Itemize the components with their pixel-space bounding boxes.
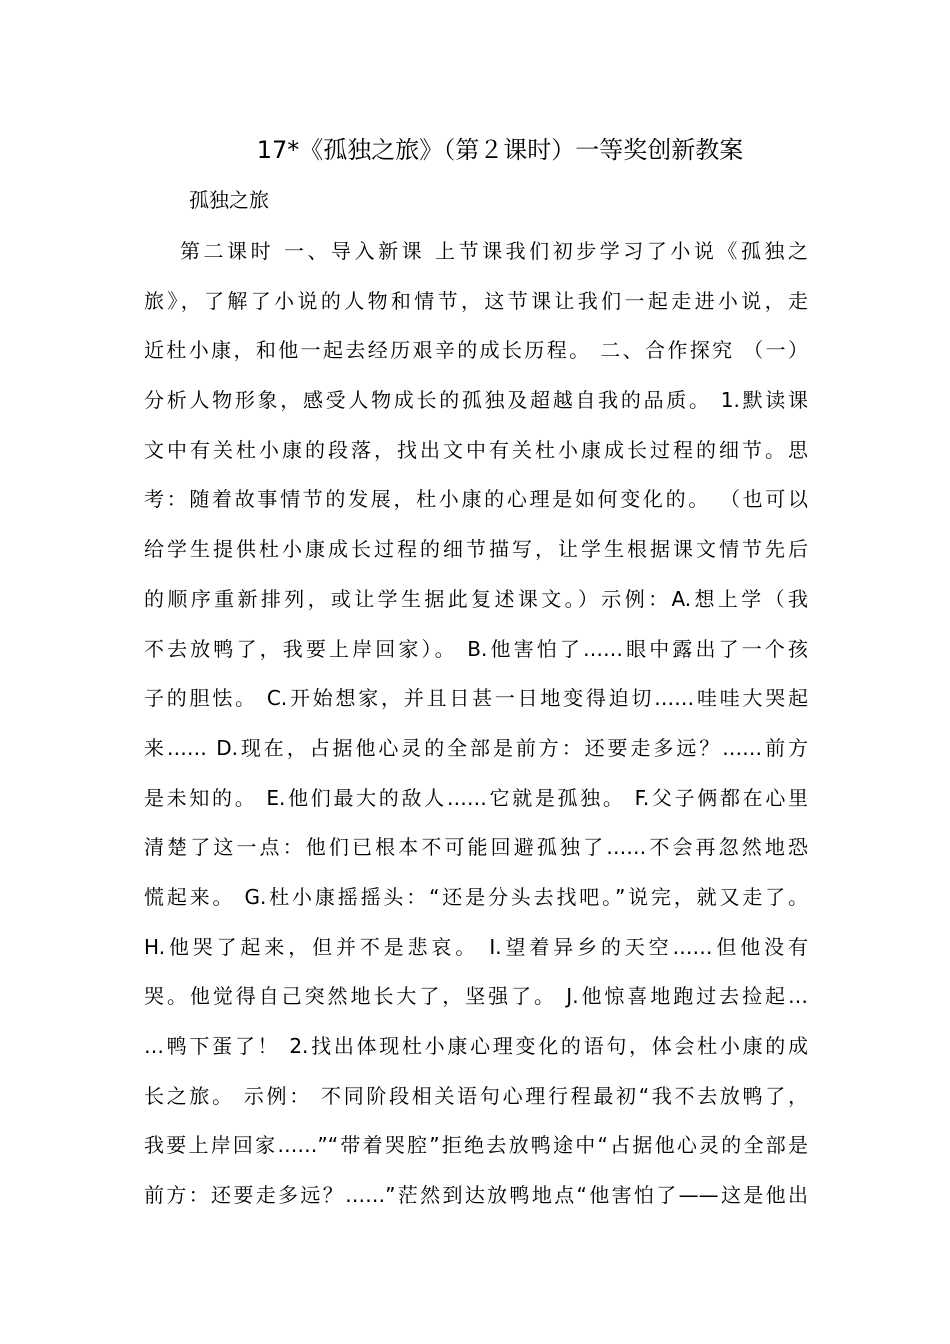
document-title: 17*《孤独之旅》（第２课时）一等奖创新教案 <box>256 136 744 164</box>
document-subtitle: 孤独之旅 <box>189 188 269 212</box>
body-line: 是未知的。 E.他们最大的敌人……它就是孤独。 F.父子俩都在心里 <box>144 785 808 810</box>
body-line: 文中有关杜小康的段落，找出文中有关杜小康成长过程的细节。思 <box>144 437 808 462</box>
body-line: 前方：还要走多远？……”茫然到达放鸭地点“他害怕了——这是他出 <box>144 1183 808 1208</box>
body-line: 旅》，了解了小说的人物和情节，这节课让我们一起走进小说，走 <box>144 288 808 313</box>
body-line: 的顺序重新排列，或让学生据此复述课文。）示例：A.想上学（我 <box>144 586 808 611</box>
body-line: 不去放鸭了，我要上岸回家）。 B.他害怕了……眼中露出了一个孩 <box>144 636 808 661</box>
body-line: 哭。他觉得自己突然地长大了，坚强了。 J.他惊喜地跑过去捡起… <box>144 984 808 1009</box>
body-line: 给学生提供杜小康成长过程的细节描写，让学生根据课文情节先后 <box>144 537 808 562</box>
body-line: 慌起来。 G.杜小康摇摇头：“还是分头去找吧。”说完，就又走了。 <box>144 884 808 909</box>
body-line: H.他哭了起来，但并不是悲哀。 I.望着异乡的天空……但他没有 <box>144 934 808 959</box>
body-line: 清楚了这一点：他们已根本不可能回避孤独了……不会再忽然地恐 <box>144 835 808 860</box>
body-line: 子的胆怯。 C.开始想家，并且日甚一日地变得迫切……哇哇大哭起 <box>144 686 808 711</box>
body-line: 我要上岸回家……”“带着哭腔”拒绝去放鸭途中“占据他心灵的全部是 <box>144 1133 808 1158</box>
body-line: …鸭下蛋了！ 2.找出体现杜小康心理变化的语句，体会杜小康的成 <box>144 1034 808 1058</box>
body-line: 分析人物形象，感受人物成长的孤独及超越自我的品质。 1.默读课 <box>144 388 808 413</box>
body-line: 长之旅。 示例： 不同阶段相关语句心理行程最初“我不去放鸭了， <box>144 1083 808 1108</box>
document-body <box>144 227 808 1221</box>
body-line: 第二课时 一、导入新课 上节课我们初步学习了小说《孤独之 <box>180 239 808 263</box>
body-line: 来…… D.现在，占据他心灵的全部是前方：还要走多远？……前方 <box>144 735 808 760</box>
body-line: 考：随着故事情节的发展，杜小康的心理是如何变化的。 （也可以 <box>144 487 808 512</box>
body-line: 近杜小康，和他一起去经历艰辛的成长历程。 二、合作探究 （一） <box>144 338 808 363</box>
